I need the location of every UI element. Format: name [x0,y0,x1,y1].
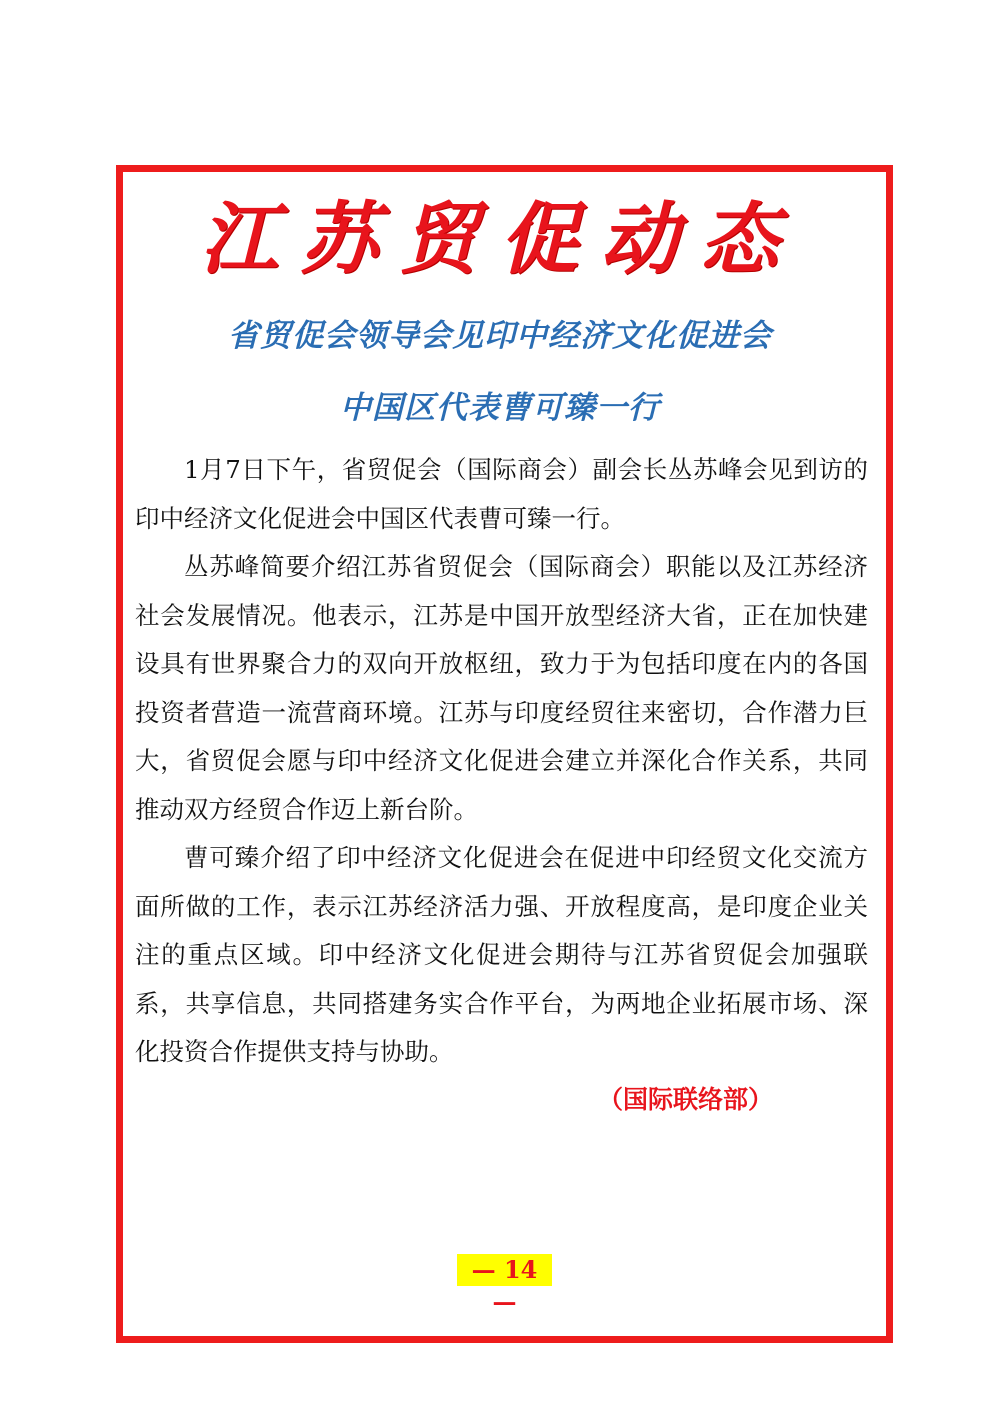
article-paragraph-3: 曹可臻介绍了印中经济文化促进会在促进中印经贸文化交流方面所做的工作，表示江苏经济活力强、开放程度高，是印度企业关注的重点区域。印中经济文化促进会期待与江苏省贸促会加强联系，共享信息，共同搭建务实合作平台，为两地企业拓展市场、深化投资合作提供支持与协助。 [135,843,868,1066]
department-signature: （国际联络部） [598,1085,774,1114]
article-headline-line2: 中国区代表曹可臻一行 [340,390,660,426]
article-body [135,446,868,1077]
article-paragraph-1: 1月7日下午，省贸促会（国际商会）副会长丛苏峰会见到访的印中经济文化促进会中国区代表曹可臻一行。 [135,455,868,533]
article-paragraph-2: 丛苏峰简要介绍江苏省贸促会（国际商会）职能以及江苏经济社会发展情况。他表示，江苏是中国开放型经济大省，正在加快建设具有世界聚合力的双向开放枢纽，致力于为包括印度在内的各国投资者营造一流营商环境。江苏与印度经贸往来密切，合作潜力巨大，省贸促会愿与印中经济文化促进会建立并深化合作关系，共同推动双方经贸合作迈上新台阶。 [135,552,868,824]
masthead-title: 江苏贸促动态 [199,194,800,285]
page-number: — 14 — [457,1254,552,1286]
article-headline-line1: 省贸促会领导会见印中经济文化促进会 [228,318,772,354]
